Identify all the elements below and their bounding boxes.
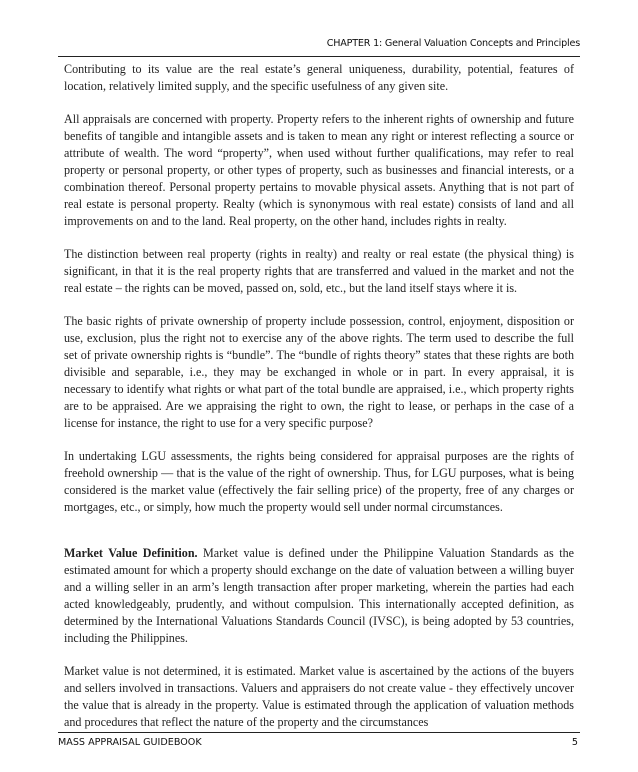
footer-book-title: MASS APPRAISAL GUIDEBOOK: [58, 737, 202, 748]
paragraph-5: In undertaking LGU assessments, the rights being considered for appraisal purposes are the rights of freehold ownership — that is the value of the right of ownership. Thus, for LGU purposes, what is being considered is the market value (effectively the fair selling price) of the property, free of any charges or mortgages, etc., or simply, how much the property would sell under normal circumstances.: [64, 449, 574, 514]
body-text: [64, 61, 574, 747]
paragraph-2: All appraisals are concerned with property. Property refers to the inherent rights of ownership and future benefits of tangible and intangible assets and is taken to mean any right or interest reflecting a source or attribute of wealth. The word “property”, when used without further qualifications, may refer to real property or personal property, or other types of property, such as businesses and financial interests, or a combination thereof. Personal property pertains to movable physical assets. Anything that is not part of real estate is personal property. Realty (which is synonymous with real estate) consists of land and all improvements on and to the land. Real property, on the other hand, includes rights in realty.: [64, 112, 574, 228]
paragraph-3: The distinction between real property (rights in realty) and realty or real estate (the physical thing) is significant, in that it is the real property rights that are transferred and valued in the market and not the real estate – the rights can be moved, passed on, sold, etc., but the land itself stays where it is.: [64, 247, 574, 295]
paragraph-4: The basic rights of private ownership of property include possession, control, enjoyment, disposition or use, exclusion, plus the right not to exercise any of the above rights. The term used to describe the full set of private ownership rights is “bundle”. The “bundle of rights theory” states that these rights are both divisible and separable, i.e., they may be exchanged in whole or in part. In every appraisal, it is necessary to identify what rights or what part of the total bundle are appraised, i.e., which property rights are to be appraised. Are we appraising the right to own, the right to lease, or perhaps in the case of a license for instance, the right to use for a very specific purpose?: [64, 314, 574, 430]
page-number: 5: [571, 737, 578, 748]
paragraph-7: Market value is not determined, it is estimated. Market value is ascertained by the actions of the buyers and sellers involved in transactions. Valuers and appraisers do not create value - they effectively uncover the value that is already in the property. Value is estimated through the application of valuation methods and procedures that reflect the nature of the property and the circumstances: [64, 664, 574, 729]
paragraph-1: Contributing to its value are the real estate’s general uniqueness, durability, potential, features of location, relatively limited supply, and the specific usefulness of any given site.: [64, 62, 574, 93]
paragraph-6: [64, 545, 574, 647]
market-value-heading: Market Value Definition.: [64, 546, 198, 560]
paragraph-6-text: Market value is defined under the Philippine Valuation Standards as the estimated amount for which a property should exchange on the date of valuation between a willing buyer and a willing seller in an arm’s length transaction after proper marketing, wherein the parties had each acted knowledgeably, prudently, and without compulsion. This internationally accepted definition, as determined by the International Valuations Standards Council (IVSC), is being adopted by 53 countries, including the Philippines.: [64, 546, 574, 645]
footer-divider: [58, 732, 580, 733]
header-divider: [58, 56, 580, 57]
chapter-header: CHAPTER 1: General Valuation Concepts and Principles: [326, 38, 580, 49]
